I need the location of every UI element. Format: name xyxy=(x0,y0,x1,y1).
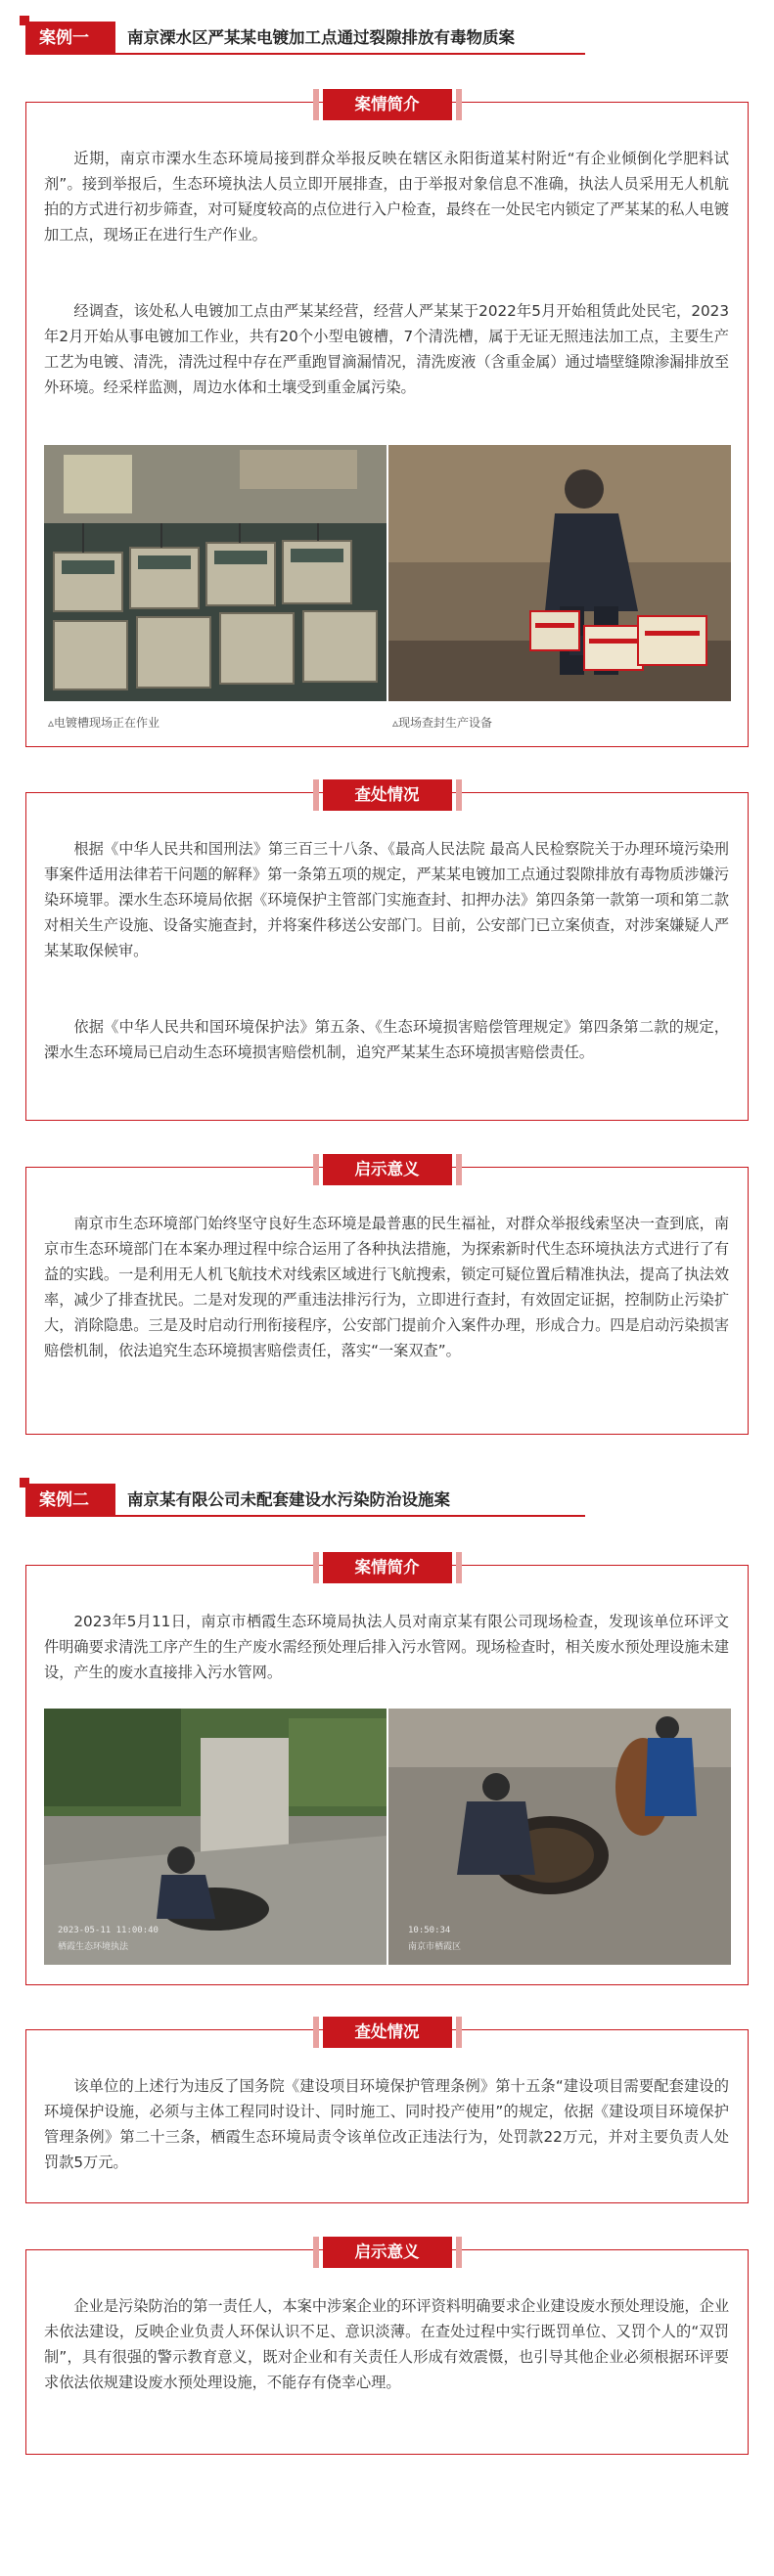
case-2-title: 南京某有限公司未配套建设水污染防治设施案 xyxy=(127,1490,450,1509)
case-1-header xyxy=(25,22,573,57)
case-1-summary-box xyxy=(25,95,749,747)
case-2-investigation-paragraph-1: 该单位的上述行为违反了国务院《建设项目环境保护管理条例》第十五条“建设项目需要配套建设的环境保护设施，必须与主体工程同时设计、同时施工、同时投产使用”的规定，依据《建设项目环境保护管理条例》第二十三条，栖霞生态环境局责令该单位改正违法行为，处罚款22万元，并对主要负责人处罚款5万元。 xyxy=(44,2077,729,2171)
case-1-insight-paragraph-1: 南京市生态环境部门始终坚守良好生态环境是最普惠的民生福祉，对群众举报线索坚决一查到底，南京市生态环境部门在本案办理过程中综合运用了各种执法措施，为探索新时代生态环境执法方式进行了有益的实践。一是利用无人机飞航技术对线索区域进行飞航搜索，锁定可疑位置后精准执法，提高了执法效率，减少了排查扰民。二是对发现的严重违法排污行为，立即进行查封，有效固定证据，控制防止污染扩大，消除隐患。三是及时启动行刑衔接程序，公安部门提前介入案件办理，形成合力。四是启动污染损害赔偿机制，依法追究生态环境损害赔偿责任，落实“一案双查”。 xyxy=(44,1215,729,1359)
case-2-summary-paragraph-1: 2023年5月11日，南京市栖霞生态环境局执法人员对南京某有限公司现场检查，发现该单位环评文件明确要求清洗工序产生的生产废水需经预处理后排入污水管网。现场检查时，相关废水预处理设施未建设，产生的废水直接排入污水管网。 xyxy=(44,1613,729,1681)
case-1-investigation-paragraph-2: 依据《中华人民共和国环境保护法》第五条、《生态环境损害赔偿管理规定》第四条第二款的规定，溧水生态环境局已启动生态环境损害赔偿机制，追究严某某生态环境损害赔偿责任。 xyxy=(44,1018,729,1061)
case-2-header xyxy=(25,1484,573,1519)
sealed-equipment-illustration xyxy=(388,445,731,701)
case-2-summary-box xyxy=(25,1558,749,1985)
manhole-photo-timestamp: 10:50:34 xyxy=(408,1926,451,1935)
case-2-tag: 案例二 xyxy=(25,1484,115,1517)
plating-tanks-illustration xyxy=(44,445,387,701)
case-2-investigation-label: 查处情况 xyxy=(323,2017,452,2048)
case-1-investigation-label: 查处情况 xyxy=(323,779,452,811)
case-1-summary-paragraph-2: 经调查，该处私人电镀加工点由严某某经营，经营人严某某于2022年5月开始租赁此处民宅，2023年2月开始从事电镀加工作业，共有20个小型电镀槽，7个清洗槽，属于无证无照违法加工点，主要生产工艺为电镀、清洗，清洗过程中存在严重跑冒滴漏情况，清洗废液（含重金属）通过墙壁缝隙渗漏排放至外环境。经采样监测，周边水体和土壤受到重金属污染。 xyxy=(44,302,729,396)
sealed-equipment-photo xyxy=(388,445,731,701)
drain-inspection-photo xyxy=(44,1709,387,1965)
case-1-summary-label: 案情简介 xyxy=(323,89,452,120)
case-1-tag: 案例一 xyxy=(25,22,115,55)
manhole-inspection-photo xyxy=(388,1709,731,1965)
drain-photo-timestamp: 2023-05-11 11:00:40 xyxy=(58,1926,159,1935)
drain-photo-watermark: 栖霞生态环境执法 xyxy=(58,1942,129,1952)
case-1-investigation-box xyxy=(25,785,749,1121)
case-1-insight-box xyxy=(25,1160,749,1435)
case-1-investigation-paragraph-1: 根据《中华人民共和国刑法》第三百三十八条、《最高人民法院 最高人民检察院关于办理环境污染刑事案件适用法律若干问题的解释》第一条第五项的规定，严某某电镀加工点通过裂隙排放有毒物质涉嫌污染环境罪。溧水生态环境局依据《环境保护主管部门实施查封、扣押办法》第四条第一款第一项和第二款对相关生产设施、设备实施查封，并将案件移送公安部门。目前，公安部门已立案侦查，对涉案嫌疑人严某某取保候审。 xyxy=(44,840,729,959)
manhole-photo-watermark: 南京市栖霞区 xyxy=(408,1942,462,1952)
case-1-title: 南京溧水区严某某电镀加工点通过裂隙排放有毒物质案 xyxy=(127,28,515,47)
case-2-insight-box xyxy=(25,2243,749,2455)
sealed-equipment-caption: ▵现场查封生产设备 xyxy=(392,716,493,730)
plating-tanks-photo xyxy=(44,445,387,701)
case-2-insight-paragraph-1: 企业是污染防治的第一责任人，本案中涉案企业的环评资料明确要求企业建设废水预处理设施，企业未依法建设，反映企业负责人环保认识不足、意识淡薄。在查处过程中实行既罚单位、又罚个人的“双罚制”，具有很强的警示教育意义，既对企业和有关责任人形成有效震慑，也引导其他企业必须根据环评要求依法依规建设废水预处理设施，不能存有侥幸心理。 xyxy=(44,2297,729,2391)
case-2-summary-label: 案情简介 xyxy=(323,1552,452,1583)
case-2-insight-label: 启示意义 xyxy=(323,2237,452,2268)
case-1-insight-label: 启示意义 xyxy=(323,1154,452,1185)
plating-tanks-caption: ▵电镀槽现场正在作业 xyxy=(48,716,160,730)
case-1-summary-paragraph-1: 近期，南京市溧水生态环境局接到群众举报反映在辖区永阳街道某村附近“有企业倾倒化学肥料试剂”。接到举报后，生态环境执法人员立即开展排查，由于举报对象信息不准确，执法人员采用无人机航拍的方式进行初步筛查，对可疑度较高的点位进行入户检查，最终在一处民宅内锁定了严某某的私人电镀加工点，现场正在进行生产作业。 xyxy=(44,150,729,244)
case-2-investigation-box xyxy=(25,2022,749,2203)
